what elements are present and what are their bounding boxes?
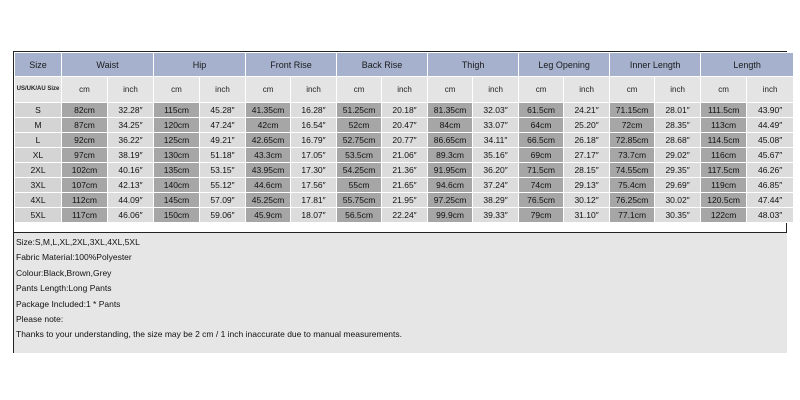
inch-value: 22.24″ [382, 208, 428, 223]
cm-unit-label: cm [62, 77, 108, 103]
inner-length-header: Inner Length [610, 53, 701, 77]
inch-value: 53.15″ [200, 163, 246, 178]
note-line: Thanks to your understanding, the size may be 2 cm / 1 inch inaccurate due to manual measurements. [16, 329, 403, 340]
cm-value: 117.5cm [701, 163, 747, 178]
inch-value: 17.81″ [291, 193, 337, 208]
inch-value: 21.95″ [382, 193, 428, 208]
inch-value: 29.69″ [655, 178, 701, 193]
inch-value: 29.13″ [564, 178, 610, 193]
cm-unit-label: cm [428, 77, 473, 103]
cm-value: 77.1cm [610, 208, 655, 223]
product-notes [14, 232, 787, 353]
cm-value: 102cm [62, 163, 108, 178]
cm-value: 66.5cm [519, 133, 564, 148]
cm-value: 55.75cm [337, 193, 382, 208]
cm-unit-label: cm [246, 77, 291, 103]
cm-value: 45.25cm [246, 193, 291, 208]
inch-value: 43.90″ [747, 103, 794, 118]
table-row [15, 208, 794, 223]
table-row [15, 133, 794, 148]
inch-unit-label: inch [473, 77, 519, 103]
size-label: 2XL [15, 163, 62, 178]
inch-unit-label: inch [108, 77, 154, 103]
cm-value: 52.75cm [337, 133, 382, 148]
inch-value: 30.35″ [655, 208, 701, 223]
cm-value: 99.9cm [428, 208, 473, 223]
inch-value: 17.56″ [291, 178, 337, 193]
table-row [15, 103, 794, 118]
length-header: Length [701, 53, 794, 77]
inch-value: 26.18″ [564, 133, 610, 148]
inch-value: 16.54″ [291, 118, 337, 133]
inch-value: 30.02″ [655, 193, 701, 208]
inch-value: 47.44″ [747, 193, 794, 208]
cm-value: 120cm [154, 118, 200, 133]
note-line: Package Included:1 * Pants [16, 298, 121, 309]
inch-value: 55.12″ [200, 178, 246, 193]
header-row [15, 53, 794, 77]
cm-unit-label: cm [519, 77, 564, 103]
size-label: 4XL [15, 193, 62, 208]
size-subheader: US/UK/AU Size [15, 77, 62, 103]
inch-value: 35.16″ [473, 148, 519, 163]
inch-value: 24.21″ [564, 103, 610, 118]
cm-value: 113cm [701, 118, 747, 133]
cm-value: 73.7cm [610, 148, 655, 163]
cm-value: 42.65cm [246, 133, 291, 148]
cm-value: 81.35cm [428, 103, 473, 118]
cm-value: 82cm [62, 103, 108, 118]
table-body [15, 103, 794, 223]
cm-value: 114.5cm [701, 133, 747, 148]
inch-value: 44.09″ [108, 193, 154, 208]
inch-value: 48.03″ [747, 208, 794, 223]
cm-value: 122cm [701, 208, 747, 223]
inch-unit-label: inch [291, 77, 337, 103]
table-row [15, 193, 794, 208]
inch-value: 39.33″ [473, 208, 519, 223]
inch-value: 29.02″ [655, 148, 701, 163]
inch-value: 45.28″ [200, 103, 246, 118]
inch-value: 28.01″ [655, 103, 701, 118]
cm-value: 112cm [62, 193, 108, 208]
cm-value: 89.3cm [428, 148, 473, 163]
cm-value: 74cm [519, 178, 564, 193]
inch-value: 36.20″ [473, 163, 519, 178]
back-rise-header: Back Rise [337, 53, 428, 77]
cm-value: 72cm [610, 118, 655, 133]
inch-value: 31.10″ [564, 208, 610, 223]
inch-value: 46.85″ [747, 178, 794, 193]
inch-value: 20.18″ [382, 103, 428, 118]
cm-value: 71.5cm [519, 163, 564, 178]
note-line: Colour:Black,Brown,Grey [16, 267, 112, 278]
inch-value: 20.77″ [382, 133, 428, 148]
inch-value: 47.24″ [200, 118, 246, 133]
cm-unit-label: cm [337, 77, 382, 103]
cm-value: 51.25cm [337, 103, 382, 118]
cm-value: 115cm [154, 103, 200, 118]
cm-value: 79cm [519, 208, 564, 223]
inch-value: 16.28″ [291, 103, 337, 118]
inch-value: 37.24″ [473, 178, 519, 193]
inch-unit-label: inch [655, 77, 701, 103]
inch-value: 59.06″ [200, 208, 246, 223]
table-row [15, 118, 794, 133]
inch-value: 27.17″ [564, 148, 610, 163]
inch-value: 46.26″ [747, 163, 794, 178]
cm-value: 44.6cm [246, 178, 291, 193]
inch-value: 16.79″ [291, 133, 337, 148]
inch-value: 49.21″ [200, 133, 246, 148]
cm-value: 97cm [62, 148, 108, 163]
inch-value: 20.47″ [382, 118, 428, 133]
inch-value: 17.05″ [291, 148, 337, 163]
note-line: Size:S,M,L,XL,2XL,3XL,4XL,5XL [16, 237, 140, 247]
inch-value: 32.28″ [108, 103, 154, 118]
inch-value: 45.08″ [747, 133, 794, 148]
cm-value: 54.25cm [337, 163, 382, 178]
inch-value: 34.11″ [473, 133, 519, 148]
note-line: Fabric Material:100%Polyester [16, 252, 132, 263]
cm-value: 72.85cm [610, 133, 655, 148]
size-label: M [15, 118, 62, 133]
cm-value: 92cm [62, 133, 108, 148]
inch-value: 57.09″ [200, 193, 246, 208]
cm-value: 55cm [337, 178, 382, 193]
inch-value: 46.06″ [108, 208, 154, 223]
inch-unit-label: inch [382, 77, 428, 103]
cm-value: 52cm [337, 118, 382, 133]
cm-value: 140cm [154, 178, 200, 193]
size-column-header: Size [15, 53, 62, 77]
inch-value: 30.12″ [564, 193, 610, 208]
cm-value: 45.9cm [246, 208, 291, 223]
inch-value: 32.03″ [473, 103, 519, 118]
inch-value: 45.67″ [747, 148, 794, 163]
size-chart [13, 51, 787, 353]
inch-value: 42.13″ [108, 178, 154, 193]
inch-value: 36.22″ [108, 133, 154, 148]
inch-value: 28.68″ [655, 133, 701, 148]
cm-value: 53.5cm [337, 148, 382, 163]
cm-value: 86.65cm [428, 133, 473, 148]
cm-value: 111.5cm [701, 103, 747, 118]
inch-value: 33.07″ [473, 118, 519, 133]
cm-value: 97.25cm [428, 193, 473, 208]
inch-value: 21.36″ [382, 163, 428, 178]
inch-value: 51.18″ [200, 148, 246, 163]
inch-unit-label: inch [564, 77, 610, 103]
cm-unit-label: cm [610, 77, 655, 103]
size-label: 5XL [15, 208, 62, 223]
front-rise-header: Front Rise [246, 53, 337, 77]
inch-value: 18.07″ [291, 208, 337, 223]
size-label: 3XL [15, 178, 62, 193]
note-line: Pants Length:Long Pants [16, 283, 112, 294]
note-line: Please note: [16, 314, 64, 325]
inch-unit-label: inch [200, 77, 246, 103]
cm-value: 107cm [62, 178, 108, 193]
cm-value: 74.55cm [610, 163, 655, 178]
cm-value: 94.6cm [428, 178, 473, 193]
unit-row [15, 77, 794, 103]
cm-value: 91.95cm [428, 163, 473, 178]
cm-value: 64cm [519, 118, 564, 133]
leg-opening-header: Leg Opening [519, 53, 610, 77]
inch-unit-label: inch [747, 77, 794, 103]
cm-value: 125cm [154, 133, 200, 148]
cm-value: 117cm [62, 208, 108, 223]
table-row [15, 178, 794, 193]
inch-value: 28.35″ [655, 118, 701, 133]
size-label: S [15, 103, 62, 118]
inch-value: 17.30″ [291, 163, 337, 178]
cm-unit-label: cm [701, 77, 747, 103]
inch-value: 40.16″ [108, 163, 154, 178]
inch-value: 38.19″ [108, 148, 154, 163]
cm-value: 42cm [246, 118, 291, 133]
cm-value: 61.5cm [519, 103, 564, 118]
inch-value: 25.20″ [564, 118, 610, 133]
size-table [14, 52, 794, 223]
table-row [15, 163, 794, 178]
cm-value: 75.4cm [610, 178, 655, 193]
cm-value: 43.95cm [246, 163, 291, 178]
cm-value: 56.5cm [337, 208, 382, 223]
cm-unit-label: cm [154, 77, 200, 103]
size-label: L [15, 133, 62, 148]
cm-value: 43.3cm [246, 148, 291, 163]
cm-value: 145cm [154, 193, 200, 208]
inch-value: 21.06″ [382, 148, 428, 163]
cm-value: 150cm [154, 208, 200, 223]
cm-value: 116cm [701, 148, 747, 163]
cm-value: 135cm [154, 163, 200, 178]
hip-header: Hip [154, 53, 246, 77]
cm-value: 87cm [62, 118, 108, 133]
cm-value: 120.5cm [701, 193, 747, 208]
cm-value: 76.5cm [519, 193, 564, 208]
inch-value: 21.65″ [382, 178, 428, 193]
table-row [15, 148, 794, 163]
inch-value: 38.29″ [473, 193, 519, 208]
size-label: XL [15, 148, 62, 163]
waist-header: Waist [62, 53, 154, 77]
cm-value: 69cm [519, 148, 564, 163]
cm-value: 41.35cm [246, 103, 291, 118]
inch-value: 34.25″ [108, 118, 154, 133]
cm-value: 84cm [428, 118, 473, 133]
cm-value: 130cm [154, 148, 200, 163]
cm-value: 71.15cm [610, 103, 655, 118]
cm-value: 119cm [701, 178, 747, 193]
inch-value: 29.35″ [655, 163, 701, 178]
cm-value: 76.25cm [610, 193, 655, 208]
thigh-header: Thigh [428, 53, 519, 77]
inch-value: 44.49″ [747, 118, 794, 133]
inch-value: 28.15″ [564, 163, 610, 178]
